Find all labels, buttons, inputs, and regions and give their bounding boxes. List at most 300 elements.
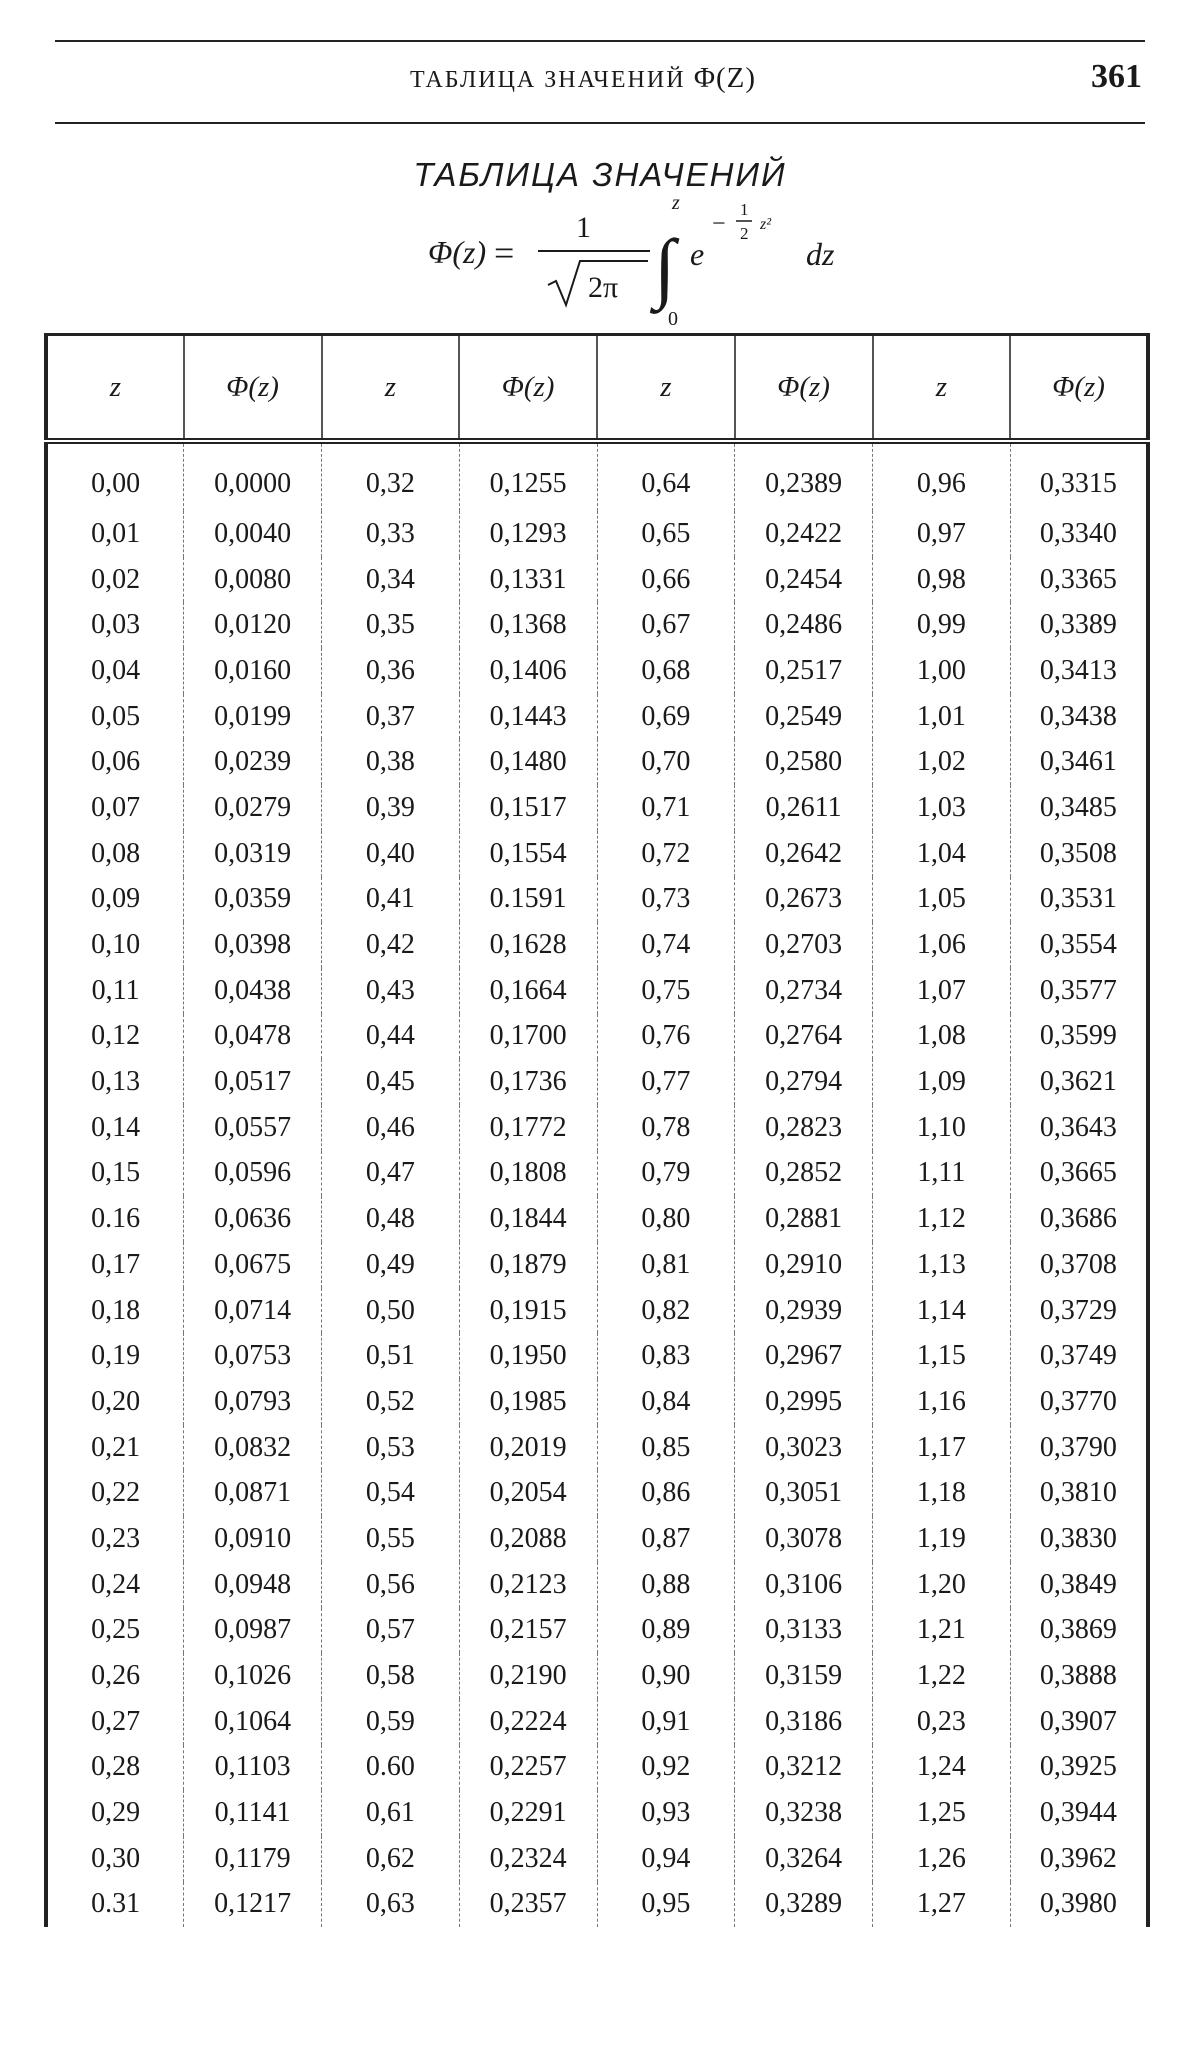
z-value-cell: 0,34 [322, 557, 460, 603]
phi-value-cell: 0,0871 [184, 1470, 322, 1516]
z-value-cell: 0,05 [46, 694, 184, 740]
z-value-cell: 0,90 [597, 1653, 735, 1699]
z-value-cell: 0,71 [597, 785, 735, 831]
phi-value-cell: 0,0239 [184, 739, 322, 785]
table-row [46, 1242, 1148, 1288]
z-value-cell: 0,83 [597, 1333, 735, 1379]
z-value-cell: 0,04 [46, 648, 184, 694]
z-value-cell: 0,29 [46, 1790, 184, 1836]
table-row [46, 1105, 1148, 1151]
phi-value-cell: 0,3461 [1010, 739, 1148, 785]
z-value-cell: 0,36 [322, 648, 460, 694]
z-value-cell: 0,76 [597, 1014, 735, 1060]
integral-sign: ∫ [654, 223, 676, 310]
formula-differential: dz [806, 236, 835, 272]
z-value-cell: 0,64 [597, 441, 735, 511]
table-row [46, 1836, 1148, 1882]
column-header-phi: Φ(z) [459, 335, 597, 442]
phi-value-cell: 0,1517 [459, 785, 597, 831]
phi-value-cell: 0,2580 [735, 739, 873, 785]
phi-value-cell: 0,3849 [1010, 1562, 1148, 1608]
phi-value-cell: 0,2019 [459, 1425, 597, 1471]
z-value-cell: 1,27 [873, 1882, 1011, 1928]
z-value-cell: 0,92 [597, 1745, 735, 1791]
phi-value-cell: 0,3729 [1010, 1288, 1148, 1334]
column-header-z: z [597, 335, 735, 442]
phi-value-cell: 0,3980 [1010, 1882, 1148, 1928]
phi-value-cell: 0,3051 [735, 1470, 873, 1516]
table-row [46, 1653, 1148, 1699]
z-value-cell: 0.60 [322, 1745, 460, 1791]
z-value-cell: 1,06 [873, 922, 1011, 968]
z-value-cell: 1,13 [873, 1242, 1011, 1288]
table-body [46, 441, 1148, 1927]
z-value-cell: 1,18 [873, 1470, 1011, 1516]
z-value-cell: 0,41 [322, 877, 460, 923]
z-value-cell: 0,93 [597, 1790, 735, 1836]
z-value-cell: 0,61 [322, 1790, 460, 1836]
table-row [46, 1014, 1148, 1060]
z-value-cell: 0.16 [46, 1196, 184, 1242]
z-value-cell: 1,07 [873, 968, 1011, 1014]
phi-value-cell: 0,2324 [459, 1836, 597, 1882]
z-value-cell: 0,51 [322, 1333, 460, 1379]
phi-value-cell: 0,2291 [459, 1790, 597, 1836]
phi-value-cell: 0,3708 [1010, 1242, 1148, 1288]
table-row [46, 1059, 1148, 1105]
z-value-cell: 0,67 [597, 602, 735, 648]
z-value-cell: 0,39 [322, 785, 460, 831]
phi-value-cell: 0,1293 [459, 511, 597, 557]
z-value-cell: 1,26 [873, 1836, 1011, 1882]
phi-value-cell: 0,3770 [1010, 1379, 1148, 1425]
table-row [46, 1608, 1148, 1654]
z-value-cell: 0,14 [46, 1105, 184, 1151]
phi-value-cell: 0,1700 [459, 1014, 597, 1060]
z-value-cell: 0,03 [46, 602, 184, 648]
phi-value-cell: 0,1443 [459, 694, 597, 740]
z-value-cell: 0,70 [597, 739, 735, 785]
phi-value-cell: 0,3531 [1010, 877, 1148, 923]
z-value-cell: 0,78 [597, 1105, 735, 1151]
z-value-cell: 1,09 [873, 1059, 1011, 1105]
phi-value-cell: 0,3289 [735, 1882, 873, 1928]
phi-value-cell: 0,3577 [1010, 968, 1148, 1014]
phi-value-cell: 0,1331 [459, 557, 597, 603]
z-value-cell: 0,32 [322, 441, 460, 511]
z-value-cell: 1,14 [873, 1288, 1011, 1334]
z-value-cell: 1,05 [873, 877, 1011, 923]
phi-value-cell: 0,2157 [459, 1608, 597, 1654]
z-value-cell: 0,79 [597, 1151, 735, 1197]
z-value-cell: 0,13 [46, 1059, 184, 1105]
z-value-cell: 0,66 [597, 557, 735, 603]
z-value-cell: 1,04 [873, 831, 1011, 877]
exponent-den: 2 [740, 224, 749, 243]
table-row [46, 1379, 1148, 1425]
phi-value-cell: 0,2881 [735, 1196, 873, 1242]
z-value-cell: 1,25 [873, 1790, 1011, 1836]
z-value-cell: 0,59 [322, 1699, 460, 1745]
phi-value-cell: 0,2123 [459, 1562, 597, 1608]
z-value-cell: 0,49 [322, 1242, 460, 1288]
z-value-cell: 0,52 [322, 1379, 460, 1425]
phi-value-cell: 0,0987 [184, 1608, 322, 1654]
formula-numerator: 1 [576, 211, 591, 244]
phi-value-cell: 0,3159 [735, 1653, 873, 1699]
formula-base: e [690, 236, 705, 272]
phi-value-cell: 0,3686 [1010, 1196, 1148, 1242]
table-row [46, 694, 1148, 740]
phi-value-cell: 0,1628 [459, 922, 597, 968]
z-value-cell: 0,07 [46, 785, 184, 831]
phi-value-cell: 0,1141 [184, 1790, 322, 1836]
phi-value-cell: 0,3413 [1010, 648, 1148, 694]
phi-value-cell: 0,3810 [1010, 1470, 1148, 1516]
table-row [46, 785, 1148, 831]
z-value-cell: 0,74 [597, 922, 735, 968]
z-value-cell: 0,69 [597, 694, 735, 740]
phi-value-cell: 0,2967 [735, 1333, 873, 1379]
values-table [44, 333, 1150, 1927]
table-row [46, 831, 1148, 877]
phi-value-cell: 0,3869 [1010, 1608, 1148, 1654]
phi-value-cell: 0,1808 [459, 1151, 597, 1197]
upper-limit: z [672, 192, 680, 214]
values-table-container [44, 333, 1150, 1954]
phi-value-cell: 0,2088 [459, 1516, 597, 1562]
phi-value-cell: 0,3925 [1010, 1745, 1148, 1791]
phi-value-cell: 0,3888 [1010, 1653, 1148, 1699]
phi-value-cell: 0,2257 [459, 1745, 597, 1791]
z-value-cell: 0,20 [46, 1379, 184, 1425]
phi-value-cell: 0,2611 [735, 785, 873, 831]
z-value-cell: 0,89 [597, 1608, 735, 1654]
z-value-cell: 0,19 [46, 1333, 184, 1379]
phi-value-cell: 0,3133 [735, 1608, 873, 1654]
z-value-cell: 0,75 [597, 968, 735, 1014]
phi-value-cell: 0,2642 [735, 831, 873, 877]
z-value-cell: 0,25 [46, 1608, 184, 1654]
phi-value-cell: 0,2673 [735, 877, 873, 923]
phi-value-cell: 0,0398 [184, 922, 322, 968]
phi-value-cell: 0,0596 [184, 1151, 322, 1197]
z-value-cell: 0,88 [597, 1562, 735, 1608]
phi-value-cell: 0,0753 [184, 1333, 322, 1379]
z-value-cell: 1,17 [873, 1425, 1011, 1471]
z-value-cell: 1,16 [873, 1379, 1011, 1425]
z-value-cell: 1,11 [873, 1151, 1011, 1197]
z-value-cell: 1,24 [873, 1745, 1011, 1791]
phi-value-cell: 0,2939 [735, 1288, 873, 1334]
formula-denominator: 2π [588, 271, 619, 304]
phi-value-cell: 0,0675 [184, 1242, 322, 1288]
z-value-cell: 0,22 [46, 1470, 184, 1516]
z-value-cell: 0,95 [597, 1882, 735, 1928]
z-value-cell: 0,80 [597, 1196, 735, 1242]
top-rule [55, 40, 1145, 42]
phi-value-cell: 0,2995 [735, 1379, 873, 1425]
table-row [46, 648, 1148, 694]
phi-value-cell: 0,0910 [184, 1516, 322, 1562]
phi-value-cell: 0,2190 [459, 1653, 597, 1699]
z-value-cell: 0,94 [597, 1836, 735, 1882]
phi-value-cell: 0,1480 [459, 739, 597, 785]
table-row [46, 1333, 1148, 1379]
table-row [46, 968, 1148, 1014]
phi-value-cell: 0,3365 [1010, 557, 1148, 603]
z-value-cell: 0,35 [322, 602, 460, 648]
z-value-cell: 0,27 [46, 1699, 184, 1745]
z-value-cell: 0,10 [46, 922, 184, 968]
phi-value-cell: 0,1103 [184, 1745, 322, 1791]
z-value-cell: 1,01 [873, 694, 1011, 740]
z-value-cell: 0,09 [46, 877, 184, 923]
phi-value-cell: 0,2549 [735, 694, 873, 740]
phi-value-cell: 0,3749 [1010, 1333, 1148, 1379]
table-row [46, 1699, 1148, 1745]
phi-value-cell: 0,1844 [459, 1196, 597, 1242]
z-value-cell: 0,44 [322, 1014, 460, 1060]
z-value-cell: 0,38 [322, 739, 460, 785]
phi-value-cell: 0,2910 [735, 1242, 873, 1288]
phi-value-cell: 0,0359 [184, 877, 322, 923]
header-rule [55, 122, 1145, 124]
formula [0, 185, 1200, 335]
phi-value-cell: 0,3078 [735, 1516, 873, 1562]
phi-value-cell: 0,3264 [735, 1836, 873, 1882]
z-value-cell: 0,96 [873, 441, 1011, 511]
table-row [46, 1516, 1148, 1562]
phi-value-cell: 0,1772 [459, 1105, 597, 1151]
table-row [46, 1882, 1148, 1928]
z-value-cell: 0,77 [597, 1059, 735, 1105]
phi-value-cell: 0,2794 [735, 1059, 873, 1105]
phi-value-cell: 0,0120 [184, 602, 322, 648]
phi-value-cell: 0,0438 [184, 968, 322, 1014]
phi-value-cell: 0,3212 [735, 1745, 873, 1791]
phi-value-cell: 0,0160 [184, 648, 322, 694]
table-row [46, 739, 1148, 785]
phi-value-cell: 0,0832 [184, 1425, 322, 1471]
running-title [410, 62, 756, 95]
page-number: 361 [1091, 58, 1142, 95]
phi-value-cell: 0,3907 [1010, 1699, 1148, 1745]
z-value-cell: 0,63 [322, 1882, 460, 1928]
z-value-cell: 1,15 [873, 1333, 1011, 1379]
z-value-cell: 0,37 [322, 694, 460, 740]
phi-value-cell: 0,2517 [735, 648, 873, 694]
phi-value-cell: 0,1406 [459, 648, 597, 694]
formula-lhs: Φ(z) [428, 234, 487, 270]
phi-value-cell: 0,3790 [1010, 1425, 1148, 1471]
z-value-cell: 0,50 [322, 1288, 460, 1334]
z-value-cell: 0,82 [597, 1288, 735, 1334]
z-value-cell: 0,58 [322, 1653, 460, 1699]
z-value-cell: 0,85 [597, 1425, 735, 1471]
formula-equals: = [494, 233, 515, 273]
running-title-function: Φ(Z) [693, 62, 757, 94]
phi-value-cell: 0,1879 [459, 1242, 597, 1288]
phi-value-cell: 0,0080 [184, 557, 322, 603]
z-value-cell: 0,86 [597, 1470, 735, 1516]
z-value-cell: 0,26 [46, 1653, 184, 1699]
z-value-cell: 0,47 [322, 1151, 460, 1197]
phi-value-cell: 0,2389 [735, 441, 873, 511]
table-row [46, 1562, 1148, 1608]
z-value-cell: 0,23 [46, 1516, 184, 1562]
z-value-cell: 0,87 [597, 1516, 735, 1562]
z-value-cell: 0,23 [873, 1699, 1011, 1745]
table-row [46, 557, 1148, 603]
table-header-row [46, 335, 1148, 442]
z-value-cell: 0,98 [873, 557, 1011, 603]
z-value-cell: 0,21 [46, 1425, 184, 1471]
phi-value-cell: 0,3238 [735, 1790, 873, 1836]
z-value-cell: 0,30 [46, 1836, 184, 1882]
z-value-cell: 0,24 [46, 1562, 184, 1608]
z-value-cell: 0,53 [322, 1425, 460, 1471]
phi-value-cell: 0,3508 [1010, 831, 1148, 877]
z-value-cell: 1,22 [873, 1653, 1011, 1699]
table-row [46, 1151, 1148, 1197]
z-value-cell: 0,01 [46, 511, 184, 557]
phi-value-cell: 0,2224 [459, 1699, 597, 1745]
phi-value-cell: 0,0000 [184, 441, 322, 511]
phi-value-cell: 0,0793 [184, 1379, 322, 1425]
phi-value-cell: 0,3438 [1010, 694, 1148, 740]
z-value-cell: 0,08 [46, 831, 184, 877]
phi-value-cell: 0,0557 [184, 1105, 322, 1151]
z-value-cell: 0,73 [597, 877, 735, 923]
phi-value-cell: 0,0279 [184, 785, 322, 831]
phi-value-cell: 0,0948 [184, 1562, 322, 1608]
column-header-phi: Φ(z) [735, 335, 873, 442]
phi-value-cell: 0,1217 [184, 1882, 322, 1928]
phi-value-cell: 0,2486 [735, 602, 873, 648]
table-row [46, 1790, 1148, 1836]
z-value-cell: 0,56 [322, 1562, 460, 1608]
z-value-cell: 0,97 [873, 511, 1011, 557]
column-header-z: z [46, 335, 184, 442]
z-value-cell: 0.31 [46, 1882, 184, 1928]
phi-value-cell: 0,2852 [735, 1151, 873, 1197]
running-title-text: ТАБЛИЦА ЗНАЧЕНИЙ [410, 67, 686, 93]
z-value-cell: 0,18 [46, 1288, 184, 1334]
phi-value-cell: 0,3830 [1010, 1516, 1148, 1562]
phi-value-cell: 0,1179 [184, 1836, 322, 1882]
phi-value-cell: 0,1368 [459, 602, 597, 648]
z-value-cell: 0,84 [597, 1379, 735, 1425]
phi-value-cell: 0,2734 [735, 968, 873, 1014]
z-value-cell: 1,03 [873, 785, 1011, 831]
phi-value-cell: 0,2422 [735, 511, 873, 557]
table-row [46, 1745, 1148, 1791]
phi-value-cell: 0,3554 [1010, 922, 1148, 968]
phi-value-cell: 0,3340 [1010, 511, 1148, 557]
phi-value-cell: 0,1950 [459, 1333, 597, 1379]
table-row [46, 602, 1148, 648]
z-value-cell: 0,57 [322, 1608, 460, 1654]
phi-value-cell: 0,0040 [184, 511, 322, 557]
column-header-z: z [322, 335, 460, 442]
exponent-num: 1 [740, 200, 749, 219]
z-value-cell: 0,68 [597, 648, 735, 694]
z-value-cell: 0,45 [322, 1059, 460, 1105]
phi-value-cell: 0,1064 [184, 1699, 322, 1745]
z-value-cell: 1,08 [873, 1014, 1011, 1060]
z-value-cell: 0,54 [322, 1470, 460, 1516]
phi-value-cell: 0,2764 [735, 1014, 873, 1060]
z-value-cell: 0,12 [46, 1014, 184, 1060]
z-value-cell: 0,48 [322, 1196, 460, 1242]
z-value-cell: 0,06 [46, 739, 184, 785]
phi-value-cell: 0,0517 [184, 1059, 322, 1105]
table-row [46, 922, 1148, 968]
phi-value-cell: 0,3962 [1010, 1836, 1148, 1882]
z-value-cell: 0,91 [597, 1699, 735, 1745]
phi-value-cell: 0,0199 [184, 694, 322, 740]
phi-value-cell: 0,3315 [1010, 441, 1148, 511]
table-row [46, 1288, 1148, 1334]
z-value-cell: 1,20 [873, 1562, 1011, 1608]
z-value-cell: 0,62 [322, 1836, 460, 1882]
exponent-var: z² [760, 216, 772, 233]
phi-value-cell: 0,2823 [735, 1105, 873, 1151]
phi-value-cell: 0,1915 [459, 1288, 597, 1334]
phi-value-cell: 0,2454 [735, 557, 873, 603]
z-value-cell: 1,02 [873, 739, 1011, 785]
z-value-cell: 0,42 [322, 922, 460, 968]
phi-value-cell: 0,1736 [459, 1059, 597, 1105]
z-value-cell: 1,19 [873, 1516, 1011, 1562]
z-value-cell: 0,00 [46, 441, 184, 511]
z-value-cell: 1,21 [873, 1608, 1011, 1654]
phi-value-cell: 0,3023 [735, 1425, 873, 1471]
table-row [46, 1425, 1148, 1471]
table-row [46, 1470, 1148, 1516]
phi-value-cell: 0,3665 [1010, 1151, 1148, 1197]
phi-value-cell: 0,3106 [735, 1562, 873, 1608]
phi-value-cell: 0,2357 [459, 1882, 597, 1928]
table-row [46, 1196, 1148, 1242]
z-value-cell: 1,12 [873, 1196, 1011, 1242]
column-header-phi: Φ(z) [184, 335, 322, 442]
z-value-cell: 0,55 [322, 1516, 460, 1562]
table-title: ТАБЛИЦА ЗНАЧЕНИЙ [413, 156, 787, 193]
z-value-cell: 0,99 [873, 602, 1011, 648]
exponent-sign: − [712, 211, 726, 237]
phi-value-cell: 0,1554 [459, 831, 597, 877]
z-value-cell: 0,15 [46, 1151, 184, 1197]
phi-value-cell: 0,1026 [184, 1653, 322, 1699]
phi-value-cell: 0,1664 [459, 968, 597, 1014]
z-value-cell: 1,10 [873, 1105, 1011, 1151]
phi-value-cell: 0,1985 [459, 1379, 597, 1425]
table-row [46, 877, 1148, 923]
z-value-cell: 0,46 [322, 1105, 460, 1151]
phi-value-cell: 0,0478 [184, 1014, 322, 1060]
column-header-phi: Φ(z) [1010, 335, 1148, 442]
z-value-cell: 0,02 [46, 557, 184, 603]
table-row [46, 511, 1148, 557]
phi-value-cell: 0,0714 [184, 1288, 322, 1334]
phi-value-cell: 0,0319 [184, 831, 322, 877]
z-value-cell: 0,65 [597, 511, 735, 557]
z-value-cell: 0,81 [597, 1242, 735, 1288]
table-row [46, 441, 1148, 511]
phi-value-cell: 0,3389 [1010, 602, 1148, 648]
